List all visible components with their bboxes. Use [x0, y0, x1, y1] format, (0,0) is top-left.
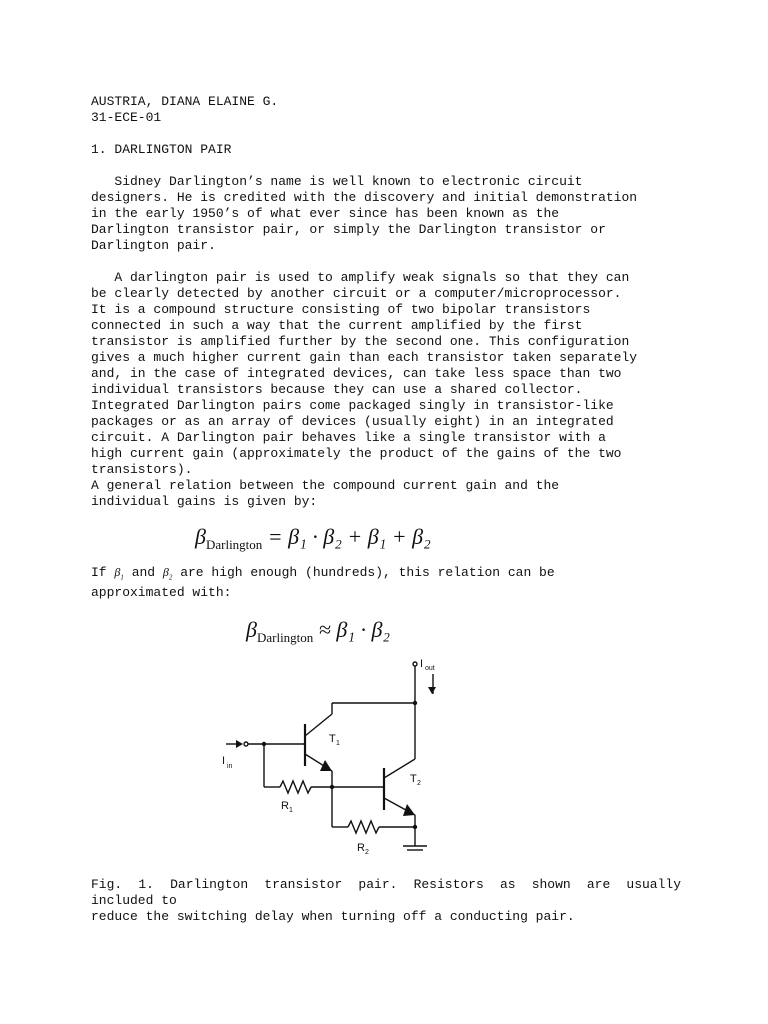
paragraph-line: transistors). — [91, 462, 193, 477]
t2-label: T — [410, 773, 417, 785]
equation-approx — [246, 617, 691, 657]
caption-line-2: included to — [91, 893, 177, 908]
approximation-sentence-line2: approximated with: — [91, 585, 232, 601]
output-terminal — [413, 662, 417, 666]
node-dot — [262, 742, 266, 746]
r2-label: R — [357, 842, 365, 854]
t2-label-sub: 2 — [417, 780, 421, 787]
iout-label: I — [420, 658, 424, 670]
section-heading: 1. DARLINGTON PAIR — [91, 142, 232, 157]
t1-label-sub: 1 — [336, 740, 340, 747]
caption-line-1: Fig. 1. Darlington transistor pair. Resistors as shown are usually — [91, 877, 681, 892]
input-terminal — [244, 742, 248, 746]
paragraph-line: be clearly detected by another circuit or a computer/microprocessor. — [91, 286, 622, 301]
document-body — [91, 94, 691, 657]
paragraph-line: A general relation between the compound current gain and the — [91, 478, 560, 493]
caption-line-3: reduce the switching delay when turning off a conducting pair. — [91, 909, 575, 924]
equation-rhs: ≈ β₁ · β₂ — [318, 617, 391, 643]
paragraph-line: individual transistors because they can use a shared collector. — [91, 382, 583, 397]
node-dot — [413, 825, 417, 829]
paragraph-line: gives a much higher current gain than each transistor taken separately — [91, 350, 638, 365]
paragraph-line: packages or as an array of devices (usually eight) in an integrated — [91, 414, 614, 429]
beta-subscript: Darlington — [256, 630, 314, 646]
darlington-circuit-figure — [208, 656, 458, 866]
equation-full — [195, 524, 691, 564]
r2-label-sub: 2 — [365, 849, 369, 856]
iin-label: I — [222, 755, 226, 767]
t1-emitter-arrow — [320, 760, 332, 771]
circuit-diagram — [208, 656, 458, 866]
beta-symbol: β — [195, 524, 206, 549]
iin-label-sub: in — [227, 763, 233, 770]
iout-label-sub: out — [425, 665, 435, 672]
approximation-sentence: If $\beta_1$ and $\beta_2$ are high enough (hundreds), this relation can be — [91, 565, 555, 582]
paragraph-line: Darlington transistor pair, or simply the Darlington transistor or — [91, 222, 606, 237]
author-name: AUSTRIA, DIANA ELAINE G. — [91, 94, 279, 109]
iin-arrowhead — [236, 740, 243, 748]
section-code: 31-ECE-01 — [91, 110, 162, 125]
paragraph-line: It is a compound structure consisting of two bipolar transistors — [91, 302, 591, 317]
equation-rhs: = β₁ · β₂ + β₁ + β₂ — [267, 524, 431, 549]
paragraph-line: and, in the case of integrated devices, can take less space than two — [91, 366, 622, 381]
paragraph-line: Darlington pair. — [91, 238, 216, 253]
paragraph-1 — [91, 174, 691, 254]
paragraph-line: transistor is amplified further by the second one. This configuration — [91, 334, 630, 349]
beta-symbol: β — [246, 617, 257, 643]
node-dot — [330, 785, 334, 789]
paragraph-line: circuit. A Darlington pair behaves like a single transistor with a — [91, 430, 606, 445]
paragraph-line: Integrated Darlington pairs come packaged singly in transistor-like — [91, 398, 614, 413]
paragraph-line: connected in such a way that the current amplified by the first — [91, 318, 583, 333]
r1-label: R — [281, 800, 289, 812]
paragraph-line: individual gains is given by: — [91, 494, 318, 509]
beta-subscript: Darlington — [205, 537, 263, 552]
iout-arrowhead — [428, 687, 436, 694]
paragraph-line: Sidney Darlington’s name is well known to electronic circuit — [91, 174, 583, 189]
t1-collector — [305, 714, 332, 736]
paragraph-line: A darlington pair is used to amplify weak signals so that they can — [91, 270, 630, 285]
paragraph-line: high current gain (approximately the product of the gains of the two — [91, 446, 622, 461]
r1-label-sub: 1 — [289, 807, 293, 814]
node-dot — [413, 701, 417, 705]
figure-caption — [91, 877, 681, 925]
paragraph-line: designers. He is credited with the discovery and initial demonstration — [91, 190, 638, 205]
r1-resistor — [280, 781, 311, 793]
t1-label: T — [329, 733, 336, 745]
paragraph-2 — [91, 270, 691, 510]
paragraph-line: in the early 1950’s of what ever since has been known as the — [91, 206, 560, 221]
r2-resistor — [348, 821, 379, 833]
